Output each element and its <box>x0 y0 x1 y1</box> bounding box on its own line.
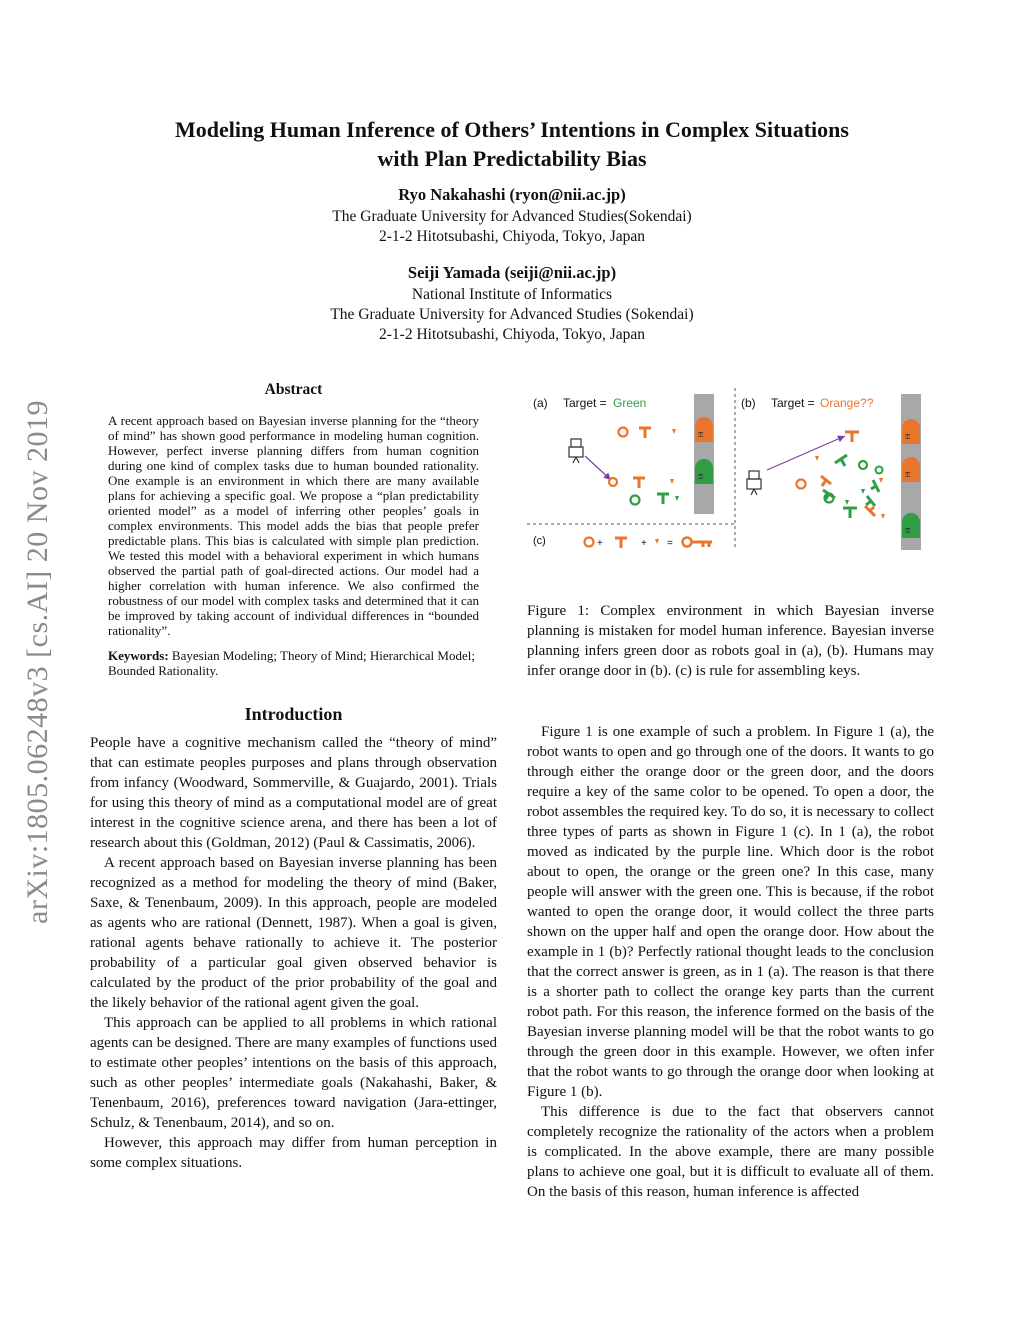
green-tooth-part <box>845 500 849 505</box>
orange-ring-part <box>619 428 628 437</box>
target-a-value: Green <box>613 396 647 410</box>
orange-ring-part <box>609 478 617 486</box>
orange-bar-part <box>821 476 831 486</box>
keywords-text: Bayesian Modeling; Theory of Mind; Hierarchical Model; Bounded Rationality. <box>108 648 475 678</box>
key-icon: ⚿ <box>905 434 911 441</box>
orange-bar-part <box>845 432 859 442</box>
door-wall-a <box>694 394 714 514</box>
green-bar-part <box>843 508 857 518</box>
abstract-text: A recent approach based on Bayesian inverse planning for the “theory of mind” has shown good performance in modeling human cognition. However, perfect inverse planning differs from human cognition during one kind of complex tasks due to human bounded rationality. One example is an environment in which there are many available plans for achieving a specific goal. We propose a “plan predictability oriented model” as a model of inferring other peoples’ goals in complex environments. This model adds the bias that people prefer predictable plans. This bias is calculated with simple plan prediction. We tested this model with a behavioral experiment in which humans observed the partial path of goal-directed actions. Our model had a higher correlation with human inference. We also confirmed the robustness of our model with complex tasks and determined that it can be improved by taking account of individual differences in “bounded rationality”. <box>108 413 479 638</box>
plus-sign: + <box>641 538 647 549</box>
author-address: 2-1-2 Hitotsubashi, Chiyoda, Tokyo, Japan <box>379 228 645 245</box>
target-a-prefix: Target = <box>563 396 607 410</box>
key-icon: ⚿ <box>905 472 911 479</box>
right-body-text <box>527 722 934 1202</box>
green-ring-part <box>631 496 640 505</box>
target-b-value: Orange?? <box>820 396 874 410</box>
keywords <box>108 648 479 678</box>
green-bar-part <box>871 480 879 492</box>
body-paragraph: This difference is due to the fact that observers cannot completely recognize the rationality of the actors when a problem is complicated. In the above example, there are many possible plans to achieve one goal, but it is difficult to evaluate all of them. On the basis of this reason, human inference is affected <box>527 1104 934 1200</box>
body-paragraph: Figure 1 is one example of such a problem. In Figure 1 (a), the robot wants to open and go through one of the doors. It wants to go through either the orange door or the green door, and the doors require a key of the same color to be opened. To open a door, the robot assembles the required key. To do so, it is necessary to collect three types of parts as shown in Figure 1 (c). In 1 (a), the robot moved as indicated by the purple line. Which door is the robot about to open, the orange or the green one? In this case, many people will answer with the green one. This is because, if the robot wanted to open the orange door, it would collect the three parts shown on the upper half and open the orange door. How about the example in 1 (b)? Perfectly rational thought leads to the conclusion that the correct answer is green, as in 1 (a). The reason is that there is a shorter path to collect the orange key parts than the current robot path. For this reason, the inference formed on the basis of the Bayesian inverse planning model will be that the robot wants to go through the green door in this example. However, we often infer that the robot wants to go through the orange door when looking at Figure 1 (b). <box>527 724 934 1100</box>
introduction-heading: Introduction <box>244 704 343 724</box>
orange-key-icon <box>683 538 713 548</box>
green-tooth-part <box>675 496 679 501</box>
arxiv-sidebar <box>8 352 68 972</box>
orange-bar-part <box>639 428 651 438</box>
author-affiliation: The Graduate University for Advanced Studies (Sokendai) <box>330 306 694 323</box>
green-bar-part <box>866 496 875 506</box>
orange-ring-part <box>585 538 594 547</box>
intro-paragraph: This approach can be applied to all problems in which rational agents can be designed. There are many examples of functions used to estimate other peoples’ intentions on the basis of this approach, such as other peoples’ intermediate goals (Nakahashi, Baker, & Tenenbaum, 2016), preferences toward navigation (Jara-ettinger, Schulz, & Tenenbaum, 2014), and so on. <box>90 1015 497 1131</box>
orange-tooth-part <box>881 514 885 519</box>
title-line-1: Modeling Human Inference of Others’ Intentions in Complex Situations <box>175 117 849 142</box>
panel-b-label: (b) <box>741 396 756 410</box>
key-icon: ⚿ <box>698 432 704 439</box>
orange-bar-part <box>633 478 645 488</box>
author-address: 2-1-2 Hitotsubashi, Chiyoda, Tokyo, Japan <box>379 326 645 343</box>
keywords-label: Keywords: <box>108 648 169 663</box>
green-bar-part <box>835 455 847 466</box>
left-column <box>90 381 497 1173</box>
robot-icon <box>569 439 583 463</box>
panel-a-label: (a) <box>533 396 548 410</box>
panel-c-label: (c) <box>533 535 546 547</box>
author-affiliation: National Institute of Informatics <box>411 286 613 303</box>
orange-tooth-part <box>815 456 819 461</box>
key-icon: ⚿ <box>698 474 704 481</box>
author-name: Seiji Yamada (seiji@nii.ac.jp) <box>407 263 617 282</box>
plus-sign: + <box>597 538 603 549</box>
author-block-1 <box>150 185 874 247</box>
target-b-prefix: Target = <box>771 396 815 410</box>
author-block-2 <box>150 263 874 345</box>
equals-sign: = <box>667 538 673 549</box>
robot-path-a <box>585 456 611 480</box>
arxiv-identifier: arXiv:1805.06248v3 [cs.AI] 20 Nov 2019 <box>21 400 54 924</box>
orange-tooth-part <box>672 429 676 434</box>
abstract-heading: Abstract <box>264 381 323 398</box>
intro-paragraph: However, this approach may differ from human perception in some complex situations. <box>90 1135 497 1171</box>
green-tooth-part <box>861 489 865 494</box>
key-icon: ⚿ <box>905 528 911 535</box>
title-line-2: with Plan Predictability Bias <box>377 146 647 171</box>
green-bar-part <box>657 494 669 504</box>
robot-icon <box>747 471 761 495</box>
intro-paragraph: People have a cognitive mechanism called the “theory of mind” that can estimate peoples purposes and plans through observation from infancy (Woodward, Sommerville, & Guajardo, 2001). Trials for using this theory of mind as a computational model are of great interest in the cognitive science arena, and there has been a lot of research about this (Goldman, 2012) (Paul & Cassimatis, 2006). <box>90 735 497 851</box>
figure-1-illustration <box>527 388 934 554</box>
figure-1-caption: Figure 1: Complex environment in which Bayesian inverse planning is mistaken for model human inference. Bayesian inverse planning infers green door as robots goal in (a), (b). Humans may infer orange door in (b). (c) is rule for assembling keys. <box>527 603 934 679</box>
orange-bar-part <box>615 538 627 548</box>
orange-tooth-part <box>670 479 674 484</box>
paper-title <box>100 115 924 173</box>
intro-paragraph: A recent approach based on Bayesian inverse planning has been recognized as a method for modeling the theory of mind (Baker, Saxe, & Tenenbaum, 2009). In this approach, people are modeled as agents who are rational (Dennett, 1987). When a goal is given, rational agents behave rationally to achieve it. The posterior probability of a particular goal given observed behavior is calculated by the product of the prior probability of the goal and the likely behavior of the rational agent given the goal. <box>90 855 497 1011</box>
robot-path-b <box>767 436 845 470</box>
orange-bar-part <box>865 506 875 516</box>
orange-ring-part <box>797 480 806 489</box>
figure-1 <box>527 388 934 554</box>
right-column <box>527 388 934 1202</box>
green-ring-part <box>859 461 867 469</box>
orange-tooth-part <box>879 478 883 483</box>
green-ring-part <box>876 467 883 474</box>
orange-tooth-part <box>655 539 659 544</box>
author-name: Ryo Nakahashi (ryon@nii.ac.jp) <box>398 185 626 204</box>
author-affiliation: The Graduate University for Advanced Studies(Sokendai) <box>332 208 692 225</box>
